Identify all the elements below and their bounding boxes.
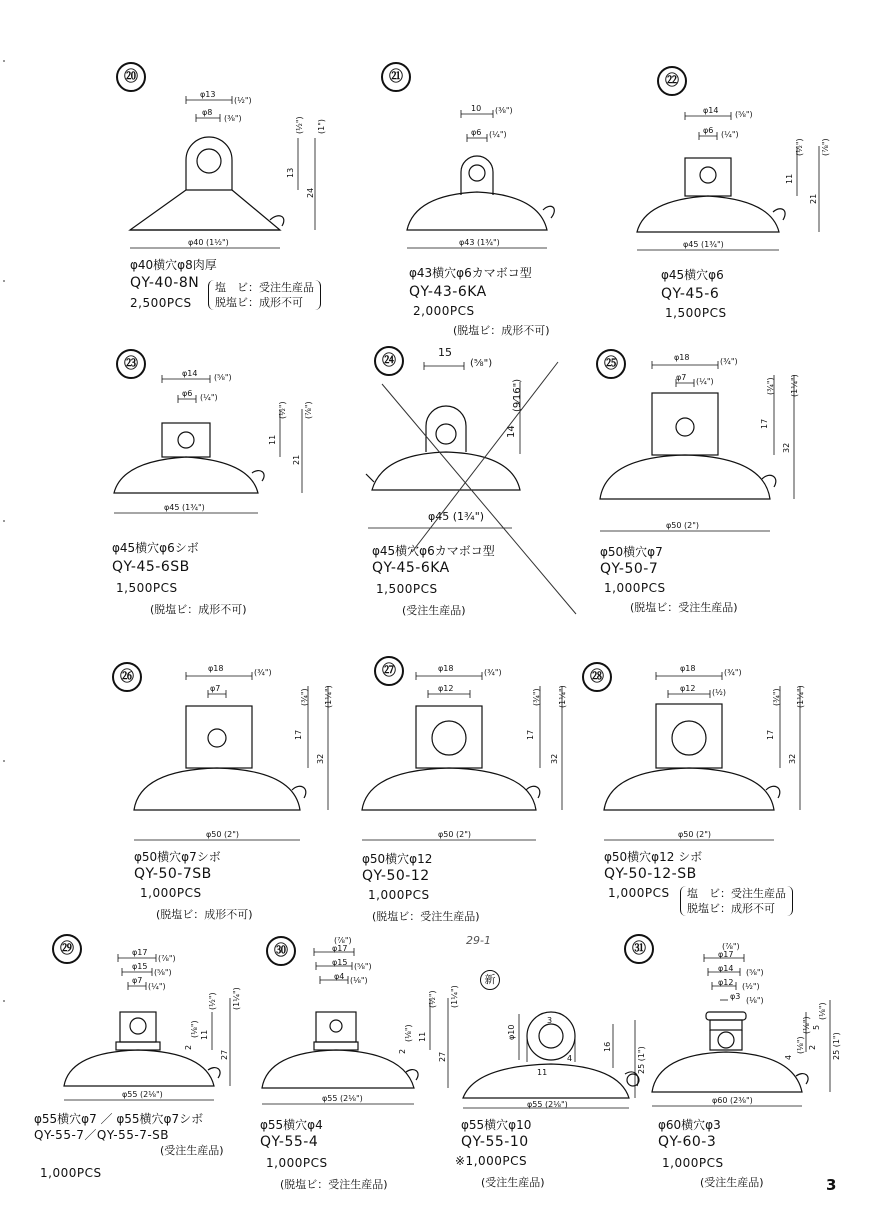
product-description: φ43横穴φ6カマボコ型	[409, 266, 532, 280]
product-description: φ55横穴φ4	[260, 1118, 323, 1132]
dim-top2: φ15	[332, 958, 348, 967]
dim-v1: 11	[268, 434, 277, 445]
pieces-per-case: ※1,000PCS	[455, 1154, 528, 1168]
pieces-per-case: 1,500PCS	[116, 581, 178, 595]
dim-top2-inch: (⅜")	[224, 114, 242, 123]
item-number: ㉚	[266, 936, 296, 966]
dim-top1-inch: (⅝")	[214, 373, 232, 382]
dim-v1: 11	[200, 1029, 209, 1040]
dim-top1: 10	[471, 104, 482, 113]
dim-top1-inch: (⅝")	[735, 110, 753, 119]
dim-bottom: φ45 (1¾")	[683, 240, 724, 249]
margin-dot	[3, 60, 5, 62]
dim-bottom: φ43 (1¾")	[459, 238, 500, 247]
item-number: ㉓	[116, 349, 146, 379]
dim-top2: φ6	[471, 128, 482, 137]
model-number: QY-60-3	[658, 1134, 717, 1150]
dim-v2: 32	[788, 753, 797, 764]
material-note: (脱塩ビ：成形不可)	[156, 908, 253, 921]
model-number: QY-50-12-SB	[604, 866, 697, 882]
dim-v2-inch: (⅞")	[304, 401, 313, 419]
dim-v1-inch: (9⁄16")	[512, 378, 523, 412]
dim-v1: 17	[294, 729, 303, 740]
note-line: 塩 ビ：受注生産品	[687, 887, 786, 900]
suction-cup-drawing	[590, 345, 890, 575]
dim-v1: 16	[603, 1041, 612, 1052]
product-description: φ60横穴φ3	[658, 1118, 721, 1132]
note-line: 脱塩ビ：成形不可	[215, 296, 303, 309]
dim-top2: φ12	[438, 684, 454, 693]
dim-v2: 27	[220, 1049, 229, 1060]
dim-top2: φ7	[676, 373, 687, 382]
dim-bottom: φ40 (1½")	[188, 238, 229, 247]
product-description: φ50横穴φ12 シボ	[604, 850, 703, 864]
dim-top2-inch: (½)	[712, 688, 726, 697]
new-product-badge: 新	[480, 970, 500, 990]
material-note: (受注生産品)	[402, 604, 466, 617]
dim-top1-inch: (¾")	[254, 668, 272, 677]
pieces-per-case: 1,000PCS	[608, 886, 670, 900]
dim-top1-inch: (½")	[234, 96, 252, 105]
pieces-per-case: 1,000PCS	[368, 888, 430, 902]
dim-top1: φ18	[208, 664, 224, 673]
dim-v3: 25 (1")	[832, 1032, 841, 1060]
dim-v1-inch: (¾")	[300, 688, 309, 706]
dim-v2-inch: (1¼")	[790, 374, 799, 397]
dim-bottom: φ45 (1¾")	[428, 510, 485, 523]
pieces-per-case: 2,000PCS	[413, 304, 475, 318]
pieces-per-case: 2,500PCS	[130, 296, 192, 310]
dim-v1-inch: (½")	[428, 990, 437, 1008]
model-number: QY-50-7SB	[134, 866, 212, 882]
model-number: QY-40-8N	[130, 275, 200, 291]
model-number: QY-45-6KA	[372, 560, 450, 576]
dim-top2: φ14	[718, 964, 734, 973]
dim-top1-inch: (¾")	[724, 668, 742, 677]
dim-v1: 11	[418, 1031, 427, 1042]
dim-v1-inch: (¾")	[772, 688, 781, 706]
dim-11: 11	[537, 1068, 548, 1077]
dim-top2-inch: (¼")	[200, 393, 218, 402]
margin-dot	[3, 280, 5, 282]
dim-top2-inch: (⅝")	[354, 962, 372, 971]
dim-v2: 32	[316, 753, 325, 764]
model-number: QY-55-10	[461, 1134, 529, 1150]
dim-top2-inch: (⅝")	[746, 968, 764, 977]
pieces-per-case: 1,500PCS	[665, 306, 727, 320]
material-note: (受注生産品)	[481, 1176, 545, 1189]
dim-v0-inch: (⅛")	[190, 1020, 199, 1038]
dim-top1: φ18	[680, 664, 696, 673]
pieces-per-case: 1,000PCS	[140, 886, 202, 900]
dim-v2-inch: (1")	[317, 118, 326, 134]
product-description: φ50横穴φ7	[600, 545, 663, 559]
note-line: 塩 ビ：受注生産品	[215, 281, 314, 294]
material-notes	[208, 280, 321, 310]
dim-v2: 32	[550, 753, 559, 764]
dim-v2: 25 (1")	[637, 1046, 646, 1074]
product-item-28	[580, 660, 850, 960]
dim-v2: 21	[809, 193, 818, 204]
dim-top2-inch: (¼")	[721, 130, 739, 139]
dim-v1-inch: (¾")	[532, 688, 541, 706]
material-note: (受注生産品)	[160, 1144, 224, 1157]
product-item-31	[620, 930, 890, 1230]
dim-top1: φ18	[674, 353, 690, 362]
dim-v1-inch: (¾")	[766, 377, 775, 395]
dim-top4: φ3	[730, 992, 741, 1001]
model-number: QY-45-6SB	[112, 559, 190, 575]
item-number: ⑳	[116, 62, 146, 92]
dim-top2: φ7	[210, 684, 221, 693]
dim-top0-inch: (⅞")	[722, 942, 740, 951]
product-description: φ50横穴φ12	[362, 852, 433, 866]
dim-bottom: φ45 (1¾")	[164, 503, 205, 512]
dim-v1: 11	[785, 173, 794, 184]
dim-v2: 32	[782, 442, 791, 453]
suction-cup-drawing	[375, 60, 645, 290]
page-number: 3	[826, 1176, 837, 1194]
material-note: (脱塩ビ：成形不可)	[453, 324, 550, 337]
suction-cup-drawing	[625, 60, 894, 290]
dim-top3-inch: (½")	[742, 982, 760, 991]
product-description: φ45横穴φ6シボ	[112, 541, 199, 555]
dim-v2-inch: (1¼")	[558, 685, 567, 708]
product-description: φ45横穴φ6	[661, 268, 724, 282]
dim-v2: 21	[292, 454, 301, 465]
dim-top1-inch: (¾")	[720, 357, 738, 366]
dim-v0-inch: (⅛")	[796, 1036, 805, 1054]
model-number: QY-43-6KA	[409, 284, 487, 300]
material-note: (脱塩ビ：成形不可)	[150, 603, 247, 616]
material-notes	[680, 886, 793, 916]
pieces-per-case: 1,000PCS	[266, 1156, 328, 1170]
product-item-20	[110, 60, 380, 360]
dim-top3: φ4	[334, 972, 345, 981]
dim-bottom: φ50 (2")	[206, 830, 240, 839]
dim-top2: φ6	[182, 389, 193, 398]
dim-bottom: φ50 (2")	[678, 830, 712, 839]
dim-v1-inch: (½")	[278, 401, 287, 419]
dim-top1: φ17	[332, 944, 348, 953]
dim-top0-inch: (⅞")	[334, 936, 352, 945]
dim-v2: 24	[306, 187, 315, 198]
dim-top2: φ8	[202, 108, 213, 117]
dim-top3-inch: (¼")	[148, 982, 166, 991]
dim-v2-inch: (1¼")	[232, 987, 241, 1010]
dim-bottom: φ55 (2⅛")	[322, 1094, 363, 1103]
item-number: ㉙	[52, 934, 82, 964]
dim-top1: φ14	[182, 369, 198, 378]
dim-v1: 13	[286, 167, 295, 178]
margin-dot	[3, 520, 5, 522]
dim-top1-inch: (¾")	[484, 668, 502, 677]
dim-bottom: φ50 (2")	[666, 521, 700, 530]
material-note: (脱塩ビ：受注生産品)	[630, 601, 738, 614]
dim-top2: φ15	[132, 962, 148, 971]
dim-3: 3	[547, 1016, 553, 1025]
product-item-22	[625, 60, 894, 360]
note-line: 脱塩ビ：成形不可	[687, 902, 775, 915]
dim-top1: φ18	[438, 664, 454, 673]
dim-top2: φ6	[703, 126, 714, 135]
dim-top1: φ14	[703, 106, 719, 115]
pieces-per-case: 1,500PCS	[376, 582, 438, 596]
item-number: ㉑	[381, 62, 411, 92]
dim-4: 4	[567, 1054, 573, 1063]
dim-v1: 2	[808, 1044, 817, 1050]
product-item-21	[375, 60, 645, 360]
dim-bottom: φ50 (2")	[438, 830, 472, 839]
margin-dot	[3, 760, 5, 762]
margin-dot	[3, 1000, 5, 1002]
dim-bottom: φ55 (2⅛")	[527, 1100, 568, 1109]
dim-v2: 27	[438, 1051, 447, 1062]
material-note: (脱塩ビ：受注生産品)	[280, 1178, 388, 1191]
product-description: φ55横穴φ7 ／ φ55横穴φ7シボ	[34, 1112, 204, 1126]
dim-v2: 5	[812, 1024, 821, 1030]
product-item-25	[590, 345, 860, 645]
product-item-27	[340, 660, 610, 960]
dim-v2-inch: (⅞")	[821, 138, 830, 156]
dim-v0-inch: (⅛")	[404, 1024, 413, 1042]
model-number: QY-55-4	[260, 1134, 319, 1150]
dim-top3: φ12	[718, 978, 734, 987]
dim-top1-inch: (⅝")	[470, 358, 493, 369]
dim-top2-inch: (¼")	[696, 377, 714, 386]
item-number: ㉘	[582, 662, 612, 692]
model-number: QY-45-6	[661, 286, 720, 302]
dim-v0: 2	[184, 1044, 193, 1050]
dim-v1-inch: (⅛")	[802, 1016, 811, 1034]
dim-v1: 14	[506, 425, 517, 438]
dim-hole: φ10	[507, 1024, 516, 1040]
item-number: ㉗	[374, 656, 404, 686]
item-number: ㉔	[374, 346, 404, 376]
dim-v1-inch: (½")	[208, 992, 217, 1010]
model-number: QY-55-7／QY-55-7-SB	[34, 1128, 170, 1142]
item-number: ㉒	[657, 66, 687, 96]
dim-top1: 15	[438, 346, 452, 359]
product-description: φ40横穴φ8肉厚	[130, 258, 217, 272]
dim-top1-inch: (⅞")	[158, 954, 176, 963]
product-item-23	[110, 345, 380, 645]
pieces-per-case: 1,000PCS	[662, 1156, 724, 1170]
dim-top2-inch: (¼")	[489, 130, 507, 139]
dim-top3-inch: (⅛")	[350, 976, 368, 985]
dim-top2: φ12	[680, 684, 696, 693]
model-number: QY-50-12	[362, 868, 430, 884]
pieces-per-case: 1,000PCS	[604, 581, 666, 595]
dim-top3: φ7	[132, 976, 143, 985]
dim-v2-inch: (1¼")	[796, 685, 805, 708]
dim-bottom: φ60 (2⅜")	[712, 1096, 753, 1105]
material-note: (受注生産品)	[700, 1176, 764, 1189]
dim-bottom: φ55 (2⅛")	[122, 1090, 163, 1099]
product-description: φ50横穴φ7シボ	[134, 850, 221, 864]
dim-v1-inch: (½")	[795, 138, 804, 156]
dim-v2-inch: (1¼")	[450, 985, 459, 1008]
dim-top1: φ13	[200, 90, 216, 99]
material-note: (脱塩ビ：受注生産品)	[372, 910, 480, 923]
dim-v0: 4	[784, 1054, 793, 1060]
dim-v1: 17	[526, 729, 535, 740]
dim-v2-inch: (1¼")	[324, 685, 333, 708]
dim-v1-inch: (½")	[295, 116, 304, 134]
pieces-per-case: 1,000PCS	[40, 1166, 102, 1180]
dim-v1: 17	[766, 729, 775, 740]
dim-v1: 17	[760, 418, 769, 429]
model-number: QY-50-7	[600, 561, 659, 577]
dim-top2-inch: (⅝")	[154, 968, 172, 977]
dim-v2-inch: (⅛")	[818, 1002, 827, 1020]
product-description: φ45横穴φ6カマボコ型	[372, 544, 495, 558]
dim-top4-inch: (⅛")	[746, 996, 764, 1005]
handwritten-note: 29-1	[466, 934, 491, 947]
item-number: ㉛	[624, 934, 654, 964]
item-number: ㉕	[596, 349, 626, 379]
item-number: ㉖	[112, 662, 142, 692]
dim-top1: φ17	[132, 948, 148, 957]
dim-top1: φ17	[718, 950, 734, 959]
dim-v0: 2	[398, 1048, 407, 1054]
product-description: φ55横穴φ10	[461, 1118, 532, 1132]
dim-top1-inch: (⅜")	[495, 106, 513, 115]
